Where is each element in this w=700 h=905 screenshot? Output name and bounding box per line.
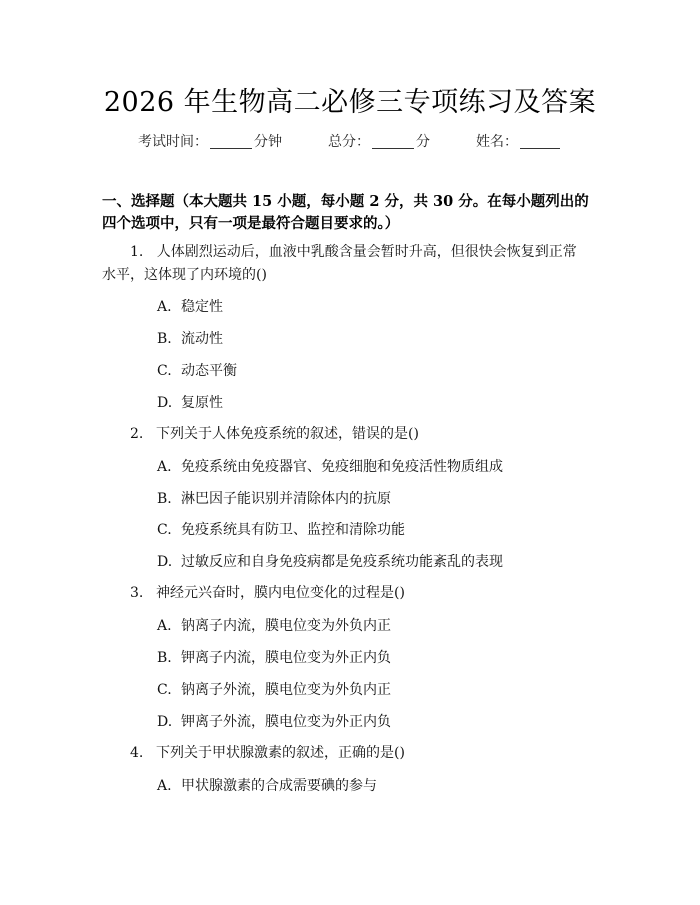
question-1-number: 1. <box>130 244 144 260</box>
option-text: 钾离子内流，膜电位变为外正内负 <box>181 650 391 666</box>
q2-option-a <box>157 456 503 476</box>
exam-time-field <box>138 131 282 151</box>
option-text: 钠离子内流，膜电位变为外负内正 <box>181 618 391 634</box>
option-letter: D. <box>157 554 173 570</box>
question-2-number: 2. <box>130 426 144 442</box>
option-letter: C. <box>157 363 172 379</box>
option-text: 稳定性 <box>181 299 223 315</box>
option-text: 过敏反应和自身免疫病都是免疫系统功能紊乱的表现 <box>181 554 503 570</box>
question-1-text: 人体剧烈运动后，血液中乳酸含量会暂时升高，但很快会恢复到正常水平，这体现了内环境的() <box>102 244 577 283</box>
question-3 <box>130 582 615 605</box>
option-letter: D. <box>157 714 173 730</box>
option-letter: A. <box>157 618 172 634</box>
option-text: 动态平衡 <box>181 363 237 379</box>
option-letter: C. <box>157 522 172 538</box>
section-heading: 一、选择题（本大题共 15 小题，每小题 2 分，共 30 分。在每小题列出的四个选项中，只有一项是最符合题目要求的。） <box>102 193 589 232</box>
option-letter: B. <box>157 331 172 347</box>
option-letter: B. <box>157 491 172 507</box>
question-4-text: 下列关于甲状腺激素的叙述，正确的是() <box>156 745 405 761</box>
option-text: 淋巴因子能识别并清除体内的抗原 <box>181 491 391 507</box>
option-letter: D. <box>157 395 173 411</box>
total-score-blank <box>372 134 414 149</box>
option-letter: C. <box>157 682 172 698</box>
option-text: 免疫系统由免疫器官、免疫细胞和免疫活性物质组成 <box>181 459 503 475</box>
option-text: 流动性 <box>181 331 223 347</box>
option-text: 复原性 <box>181 395 223 411</box>
q2-option-b <box>157 488 391 508</box>
option-letter: A. <box>157 778 172 794</box>
question-4-number: 4. <box>130 745 144 761</box>
q1-option-c <box>157 360 237 380</box>
name-field <box>476 131 562 151</box>
total-score-field <box>328 131 430 151</box>
question-3-text: 神经元兴奋时，膜内电位变化的过程是() <box>156 585 405 601</box>
total-score-label: 总分： <box>328 134 370 150</box>
option-letter: B. <box>157 650 172 666</box>
option-text: 钾离子外流，膜电位变为外正内负 <box>181 714 391 730</box>
q1-option-b <box>157 328 223 348</box>
question-4 <box>130 742 615 765</box>
q1-option-a <box>157 296 223 316</box>
total-score-unit: 分 <box>416 134 430 150</box>
question-2-text: 下列关于人体免疫系统的叙述，错误的是() <box>156 426 419 442</box>
exam-time-unit: 分钟 <box>254 134 282 150</box>
q2-option-d <box>157 551 503 571</box>
question-2 <box>130 423 615 446</box>
q3-option-c <box>157 679 391 699</box>
exam-time-label: 考试时间： <box>138 134 208 150</box>
q3-option-b <box>157 647 391 667</box>
q2-option-c <box>157 519 405 539</box>
question-1 <box>102 241 587 287</box>
q3-option-a <box>157 615 391 635</box>
option-letter: A. <box>157 299 172 315</box>
question-3-number: 3. <box>130 585 144 601</box>
q4-option-a <box>157 775 377 795</box>
option-text: 甲状腺激素的合成需要碘的参与 <box>181 778 377 794</box>
name-label: 姓名： <box>476 134 518 150</box>
option-text: 免疫系统具有防卫、监控和清除功能 <box>181 522 405 538</box>
page-title: 2026 年生物高二必修三专项练习及答案 <box>103 87 597 118</box>
q3-option-d <box>157 711 391 731</box>
option-letter: A. <box>157 459 172 475</box>
name-blank <box>520 134 560 149</box>
option-text: 钠离子外流，膜电位变为外负内正 <box>181 682 391 698</box>
exam-time-blank <box>210 134 252 149</box>
exam-info-bar <box>0 131 700 151</box>
q1-option-d <box>157 392 223 412</box>
